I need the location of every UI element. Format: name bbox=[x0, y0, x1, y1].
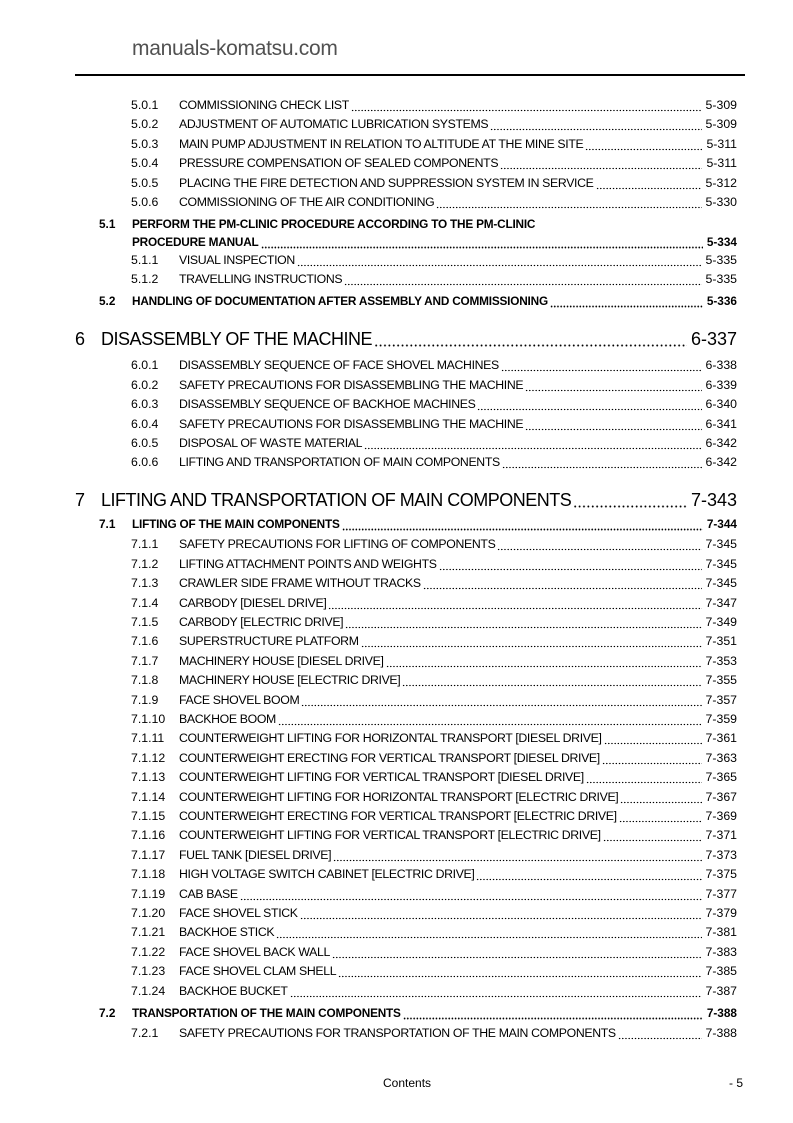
toc-entry-sub[interactable] bbox=[0, 807, 793, 825]
toc-entry-sub[interactable] bbox=[0, 691, 793, 709]
entry-number: 7.1.12 bbox=[131, 750, 166, 765]
toc-entry-chap[interactable] bbox=[0, 327, 793, 351]
entry-page: 7-347 bbox=[705, 595, 737, 610]
entry-body bbox=[179, 671, 737, 689]
entry-number: 6.0.6 bbox=[131, 455, 159, 470]
leader-dots bbox=[602, 755, 702, 767]
toc-entry-sub[interactable] bbox=[0, 943, 793, 961]
leader-dots bbox=[300, 910, 702, 922]
leader-dots bbox=[351, 102, 702, 114]
entry-page: 7-385 bbox=[705, 964, 737, 979]
entry-title: SAFETY PRECAUTIONS FOR DISASSEMBLING THE MACHINE bbox=[179, 377, 524, 392]
leader-dots bbox=[338, 968, 701, 980]
entry-title: BACKHOE BUCKET bbox=[179, 983, 288, 998]
entry-body bbox=[132, 515, 737, 533]
entry-body bbox=[132, 1004, 737, 1022]
entry-number: 6.0.2 bbox=[131, 377, 159, 392]
toc-entry-sub[interactable] bbox=[0, 415, 793, 433]
watermark: manuals-komatsu.com bbox=[132, 37, 338, 60]
toc-entry-sub[interactable] bbox=[0, 749, 793, 767]
entry-number: 5.0.6 bbox=[131, 195, 159, 209]
entry-number: 5.2 bbox=[99, 294, 116, 309]
entry-body bbox=[179, 154, 737, 172]
toc-entry-chap[interactable] bbox=[0, 488, 793, 512]
entry-body bbox=[179, 376, 737, 394]
entry-number: 7.1.3 bbox=[131, 576, 159, 591]
entry-number: 7.1.14 bbox=[131, 789, 166, 804]
entry-number: 6.0.5 bbox=[131, 436, 159, 450]
entry-title: COUNTERWEIGHT LIFTING FOR HORIZONTAL TRANSPORT [ELECTRIC DRIVE] bbox=[179, 789, 619, 804]
toc-entry-sub[interactable] bbox=[0, 574, 793, 592]
entry-page: 6-341 bbox=[705, 416, 737, 431]
toc-entry-sub[interactable] bbox=[0, 251, 793, 269]
entry-number: 7.1.2 bbox=[131, 556, 159, 571]
entry-title: VISUAL INSPECTION bbox=[179, 253, 295, 267]
toc-entry-sub[interactable] bbox=[0, 962, 793, 980]
entry-title: LIFTING AND TRANSPORTATION OF MAIN COMPONENTS bbox=[179, 455, 500, 470]
toc-entry-sec[interactable] bbox=[0, 515, 793, 533]
leader-dots bbox=[596, 180, 702, 192]
leader-dots bbox=[476, 871, 701, 883]
entry-number: 7.1.4 bbox=[131, 595, 159, 610]
toc-entry-sub[interactable] bbox=[0, 356, 793, 374]
entry-title: CRAWLER SIDE FRAME WITHOUT TRACKS bbox=[179, 576, 421, 591]
entry-number: 7.1.16 bbox=[131, 828, 166, 843]
entry-page: 7-365 bbox=[705, 770, 737, 785]
entry-body bbox=[179, 135, 737, 153]
entry-title: SAFETY PRECAUTIONS FOR LIFTING OF COMPONENTS bbox=[179, 537, 496, 552]
entry-page: 7-361 bbox=[705, 731, 737, 746]
entry-number: 6.0.3 bbox=[131, 397, 159, 412]
entry-page: 6-337 bbox=[690, 329, 737, 350]
toc-entry-sub[interactable] bbox=[0, 768, 793, 786]
entry-title: COUNTERWEIGHT LIFTING FOR VERTICAL TRANSPORT [ELECTRIC DRIVE] bbox=[179, 828, 601, 843]
toc-entry-sub[interactable] bbox=[0, 535, 793, 553]
entry-body bbox=[101, 488, 737, 512]
toc-entry-sub[interactable] bbox=[0, 376, 793, 394]
entry-title: DISASSEMBLY OF THE MACHINE bbox=[101, 329, 373, 350]
entry-page: 6-339 bbox=[705, 377, 737, 392]
leader-dots bbox=[497, 541, 701, 553]
entry-title: COUNTERWEIGHT ERECTING FOR VERTICAL TRANSPORT [DIESEL DRIVE] bbox=[179, 750, 600, 765]
entry-number: 7.2 bbox=[99, 1005, 116, 1020]
entry-page: 5-311 bbox=[706, 136, 737, 151]
entry-page: 7-381 bbox=[705, 925, 737, 940]
entry-title: MACHINERY HOUSE [ELECTRIC DRIVE] bbox=[179, 673, 401, 688]
entry-body bbox=[179, 174, 737, 192]
entry-page: 7-369 bbox=[705, 809, 737, 823]
entry-number: 5.0.4 bbox=[131, 156, 159, 171]
entry-number: 5.0.1 bbox=[131, 98, 159, 112]
leader-dots bbox=[585, 141, 702, 153]
entry-number: 7.1.9 bbox=[131, 692, 159, 707]
entry-number: 6 bbox=[75, 329, 86, 350]
entry-body bbox=[179, 788, 737, 806]
toc-entry-sub[interactable] bbox=[0, 135, 793, 153]
leader-dots bbox=[386, 658, 702, 670]
entry-body bbox=[179, 846, 737, 864]
entry-title: LIFTING OF THE MAIN COMPONENTS bbox=[132, 517, 340, 532]
entry-body bbox=[132, 292, 737, 310]
entry-body bbox=[179, 193, 737, 211]
entry-number: 7.2.1 bbox=[131, 1025, 159, 1040]
entry-body bbox=[179, 453, 737, 471]
leader-dots bbox=[333, 852, 701, 864]
toc-entry-sub[interactable] bbox=[0, 434, 793, 452]
leader-dots bbox=[240, 891, 702, 903]
entry-number: 5.1 bbox=[99, 217, 116, 231]
toc-entry-sub[interactable] bbox=[0, 96, 793, 114]
entry-page: 7-388 bbox=[706, 1005, 737, 1020]
toc-entry-sub[interactable] bbox=[0, 923, 793, 941]
entry-number: 7.1.13 bbox=[131, 770, 166, 785]
entry-number: 7.1.15 bbox=[131, 809, 166, 823]
entry-title: COUNTERWEIGHT ERECTING FOR VERTICAL TRANSPORT [ELECTRIC DRIVE] bbox=[179, 809, 617, 823]
entry-title: MACHINERY HOUSE [DIESEL DRIVE] bbox=[179, 653, 384, 668]
entry-page: 5-335 bbox=[705, 253, 737, 267]
entry-body bbox=[179, 555, 737, 573]
toc-entry-sub[interactable] bbox=[0, 729, 793, 747]
entry-title: ADJUSTMENT OF AUTOMATIC LUBRICATION SYSTEMS bbox=[179, 117, 489, 132]
entry-title: HIGH VOLTAGE SWITCH CABINET [ELECTRIC DRIVE] bbox=[179, 867, 475, 882]
entry-number: 7.1.22 bbox=[131, 944, 166, 959]
toc-entry-sub[interactable] bbox=[0, 1024, 793, 1042]
entry-page: 7-388 bbox=[705, 1025, 737, 1040]
entry-title: SUPERSTRUCTURE PLATFORM bbox=[179, 634, 359, 649]
entry-number: 7.1.17 bbox=[131, 847, 166, 862]
leader-dots bbox=[439, 561, 702, 573]
entry-title: MAIN PUMP ADJUSTMENT IN RELATION TO ALTITUDE AT THE MINE SITE bbox=[179, 136, 584, 151]
toc-entry-sec[interactable] bbox=[0, 1004, 793, 1022]
entry-body bbox=[132, 233, 737, 251]
entry-body bbox=[179, 613, 737, 631]
entry-body bbox=[179, 865, 737, 883]
entry-page: 7-375 bbox=[705, 867, 737, 882]
entry-body bbox=[179, 395, 737, 413]
entry-body bbox=[179, 356, 737, 374]
entry-page: 5-336 bbox=[706, 294, 737, 309]
leader-dots bbox=[290, 988, 702, 1000]
entry-title: DISASSEMBLY SEQUENCE OF BACKHOE MACHINES bbox=[179, 397, 476, 412]
toc-entry-sub[interactable] bbox=[0, 846, 793, 864]
entry-title: PROCEDURE MANUAL bbox=[132, 235, 259, 249]
toc-entry-sub[interactable] bbox=[0, 710, 793, 728]
toc-entry-sub[interactable] bbox=[0, 555, 793, 573]
entry-body bbox=[179, 904, 737, 922]
entry-body bbox=[179, 749, 737, 767]
leader-dots bbox=[618, 1030, 702, 1042]
leader-dots bbox=[525, 382, 701, 394]
entry-page: 6-340 bbox=[705, 397, 737, 412]
entry-number: 7.1.5 bbox=[131, 615, 159, 629]
leader-dots bbox=[619, 813, 702, 825]
leader-dots bbox=[301, 697, 701, 709]
entry-page: 5-330 bbox=[705, 195, 737, 209]
entry-title-line1: PERFORM THE PM-CLINIC PROCEDURE ACCORDING TO THE PM-CLINIC bbox=[132, 217, 536, 231]
leader-dots bbox=[502, 459, 702, 471]
entry-title: TRANSPORTATION OF THE MAIN COMPONENTS bbox=[132, 1005, 401, 1020]
entry-page: 5-335 bbox=[705, 272, 737, 287]
entry-page: 7-373 bbox=[705, 847, 737, 862]
leader-dots bbox=[500, 160, 702, 172]
entry-title: FACE SHOVEL CLAM SHELL bbox=[179, 964, 337, 979]
entry-number: 7.1.23 bbox=[131, 964, 166, 979]
toc-entry-sub[interactable] bbox=[0, 671, 793, 689]
entry-body bbox=[179, 574, 737, 592]
entry-number: 7.1.8 bbox=[131, 673, 159, 688]
leader-dots bbox=[525, 421, 701, 433]
entry-page: 6-342 bbox=[705, 436, 737, 450]
entry-title: FUEL TANK [DIESEL DRIVE] bbox=[179, 847, 332, 862]
entry-body bbox=[179, 652, 737, 670]
toc-entry-sec[interactable] bbox=[0, 217, 793, 251]
entry-body bbox=[179, 434, 737, 452]
entry-number: 7.1.6 bbox=[131, 634, 159, 649]
toc-entry-sub[interactable] bbox=[0, 982, 793, 1000]
leader-dots bbox=[364, 440, 701, 452]
entry-body bbox=[179, 729, 737, 747]
entry-body bbox=[179, 768, 737, 786]
entry-body bbox=[179, 807, 737, 825]
entry-number: 7.1.19 bbox=[131, 886, 166, 901]
leader-dots bbox=[345, 619, 701, 631]
entry-body bbox=[179, 710, 737, 728]
toc-entry-sub[interactable] bbox=[0, 594, 793, 612]
entry-title: PLACING THE FIRE DETECTION AND SUPPRESSION SYSTEM IN SERVICE bbox=[179, 175, 594, 190]
leader-dots bbox=[436, 199, 701, 211]
entry-page: 7-351 bbox=[705, 634, 737, 649]
entry-page: 7-353 bbox=[705, 653, 737, 668]
leader-dots bbox=[332, 949, 702, 961]
entry-title: DISPOSAL OF WASTE MATERIAL bbox=[179, 436, 363, 450]
toc-entry-sub[interactable] bbox=[0, 652, 793, 670]
entry-title: BACKHOE BOOM bbox=[179, 712, 276, 726]
entry-number: 6.0.4 bbox=[131, 416, 159, 431]
entry-page: 6-342 bbox=[705, 455, 737, 470]
footer-title: Contents bbox=[383, 1076, 432, 1090]
leader-dots bbox=[328, 600, 701, 612]
entry-page: 7-349 bbox=[705, 615, 737, 629]
entry-page: 7-359 bbox=[705, 712, 737, 726]
toc-entry-sec[interactable] bbox=[0, 292, 793, 310]
entry-body bbox=[179, 270, 737, 288]
header-rule bbox=[75, 74, 745, 76]
entry-body bbox=[179, 415, 737, 433]
entry-page: 7-344 bbox=[706, 517, 737, 532]
entry-page: 7-379 bbox=[705, 906, 737, 920]
entry-page: 5-311 bbox=[706, 156, 737, 171]
entry-number: 5.0.2 bbox=[131, 117, 159, 132]
entry-title: SAFETY PRECAUTIONS FOR TRANSPORTATION OF THE MAIN COMPONENTS bbox=[179, 1025, 616, 1040]
entry-body bbox=[179, 923, 737, 941]
entry-page: 7-383 bbox=[705, 944, 737, 959]
leader-dots bbox=[550, 298, 703, 310]
toc-entry-sub[interactable] bbox=[0, 826, 793, 844]
entry-number: 5.1.1 bbox=[131, 253, 159, 267]
leader-dots bbox=[361, 638, 702, 650]
entry-body bbox=[179, 1024, 737, 1042]
entry-title: CAB BASE bbox=[179, 886, 238, 901]
entry-title: TRAVELLING INSTRUCTIONS bbox=[179, 272, 343, 287]
toc-entry-sub[interactable] bbox=[0, 115, 793, 133]
entry-number: 7 bbox=[75, 490, 86, 511]
entry-body bbox=[179, 115, 737, 133]
entry-number: 7.1.1 bbox=[131, 537, 159, 552]
entry-number: 5.0.5 bbox=[131, 175, 159, 190]
entry-title: COMMISSIONING CHECK LIST bbox=[179, 98, 349, 112]
entry-title: COUNTERWEIGHT LIFTING FOR HORIZONTAL TRANSPORT [DIESEL DRIVE] bbox=[179, 731, 602, 746]
footer-page-number: - 5 bbox=[728, 1076, 743, 1090]
entry-title: BACKHOE STICK bbox=[179, 925, 275, 940]
entry-number: 7.1.11 bbox=[131, 731, 165, 746]
entry-page: 7-345 bbox=[705, 537, 737, 552]
entry-page: 5-309 bbox=[705, 98, 737, 112]
entry-body bbox=[179, 251, 737, 269]
toc-entry-sub[interactable] bbox=[0, 174, 793, 192]
entry-page: 7-367 bbox=[705, 789, 737, 804]
entry-body bbox=[179, 632, 737, 650]
entry-title: COMMISSIONING OF THE AIR CONDITIONING bbox=[179, 195, 435, 209]
entry-body bbox=[179, 885, 737, 903]
entry-number: 5.1.2 bbox=[131, 272, 159, 287]
entry-title: HANDLING OF DOCUMENTATION AFTER ASSEMBLY AND COMMISSIONING bbox=[132, 294, 548, 309]
leader-dots bbox=[603, 832, 702, 844]
entry-body bbox=[179, 962, 737, 980]
entry-number: 7.1.18 bbox=[131, 867, 166, 882]
entry-page: 7-345 bbox=[705, 576, 737, 591]
entry-page: 6-338 bbox=[705, 358, 737, 373]
entry-number: 7.1.10 bbox=[131, 712, 166, 726]
entry-number: 6.0.1 bbox=[131, 358, 159, 373]
leader-dots bbox=[604, 735, 702, 747]
leader-dots bbox=[620, 794, 701, 806]
toc-entry-sub[interactable] bbox=[0, 632, 793, 650]
entry-number: 7.1.24 bbox=[131, 983, 166, 998]
entry-title: CARBODY [ELECTRIC DRIVE] bbox=[179, 615, 344, 629]
leader-dots bbox=[344, 276, 701, 288]
entry-title: CARBODY [DIESEL DRIVE] bbox=[179, 595, 327, 610]
leader-dots bbox=[402, 677, 701, 689]
entry-page: 7-377 bbox=[705, 886, 737, 901]
entry-page: 7-343 bbox=[690, 490, 737, 511]
leader-dots bbox=[261, 239, 703, 251]
entry-page: 7-387 bbox=[705, 983, 737, 998]
entry-page: 7-345 bbox=[705, 556, 737, 571]
toc-entry-sub[interactable] bbox=[0, 904, 793, 922]
entry-body bbox=[179, 826, 737, 844]
leader-dots bbox=[586, 774, 702, 786]
entry-title: FACE SHOVEL BOOM bbox=[179, 692, 300, 707]
toc-entry-sub[interactable] bbox=[0, 270, 793, 288]
entry-page: 7-357 bbox=[705, 692, 737, 707]
entry-body bbox=[179, 691, 737, 709]
toc-entry-sub[interactable] bbox=[0, 613, 793, 631]
entry-title: COUNTERWEIGHT LIFTING FOR VERTICAL TRANSPORT [DIESEL DRIVE] bbox=[179, 770, 584, 785]
entry-title: LIFTING ATTACHMENT POINTS AND WEIGHTS bbox=[179, 556, 437, 571]
entry-number: 7.1 bbox=[99, 517, 116, 532]
entry-body bbox=[101, 327, 737, 351]
entry-body bbox=[179, 535, 737, 553]
entry-number: 7.1.7 bbox=[131, 653, 159, 668]
toc-entry-sub[interactable] bbox=[0, 453, 793, 471]
leader-dots bbox=[403, 1010, 703, 1022]
entry-page: 7-363 bbox=[705, 750, 737, 765]
leader-dots bbox=[342, 521, 703, 533]
entry-page: 5-334 bbox=[706, 235, 737, 249]
entry-title: DISASSEMBLY SEQUENCE OF FACE SHOVEL MACHINES bbox=[179, 358, 499, 373]
entry-body bbox=[179, 96, 737, 114]
leader-dots bbox=[423, 580, 702, 592]
leader-dots bbox=[374, 339, 687, 351]
leader-dots bbox=[477, 401, 701, 413]
entry-number: 7.1.20 bbox=[131, 906, 166, 920]
entry-body bbox=[179, 943, 737, 961]
entry-page: 7-371 bbox=[705, 828, 737, 843]
leader-dots bbox=[490, 121, 701, 133]
entry-title: FACE SHOVEL BACK WALL bbox=[179, 944, 330, 959]
leader-dots bbox=[297, 257, 702, 269]
leader-dots bbox=[501, 362, 702, 374]
toc-entry-sub[interactable] bbox=[0, 154, 793, 172]
leader-dots bbox=[278, 716, 702, 728]
entry-page: 5-312 bbox=[705, 175, 737, 190]
entry-title: SAFETY PRECAUTIONS FOR DISASSEMBLING THE MACHINE bbox=[179, 416, 524, 431]
entry-number: 7.1.21 bbox=[131, 925, 166, 940]
toc-entry-sub[interactable] bbox=[0, 193, 793, 211]
toc-entry-sub[interactable] bbox=[0, 395, 793, 413]
entry-title: PRESSURE COMPENSATION OF SEALED COMPONENTS bbox=[179, 156, 499, 171]
toc-entry-sub[interactable] bbox=[0, 788, 793, 806]
entry-title: LIFTING AND TRANSPORTATION OF MAIN COMPONENTS bbox=[101, 490, 572, 511]
toc-entry-sub[interactable] bbox=[0, 865, 793, 883]
entry-page: 7-355 bbox=[705, 673, 737, 688]
entry-body bbox=[179, 982, 737, 1000]
leader-dots bbox=[276, 929, 701, 941]
entry-page: 5-309 bbox=[705, 117, 737, 132]
leader-dots bbox=[573, 500, 687, 512]
entry-number: 5.0.3 bbox=[131, 136, 159, 151]
entry-body bbox=[179, 594, 737, 612]
entry-title: FACE SHOVEL STICK bbox=[179, 906, 298, 920]
toc-entry-sub[interactable] bbox=[0, 885, 793, 903]
